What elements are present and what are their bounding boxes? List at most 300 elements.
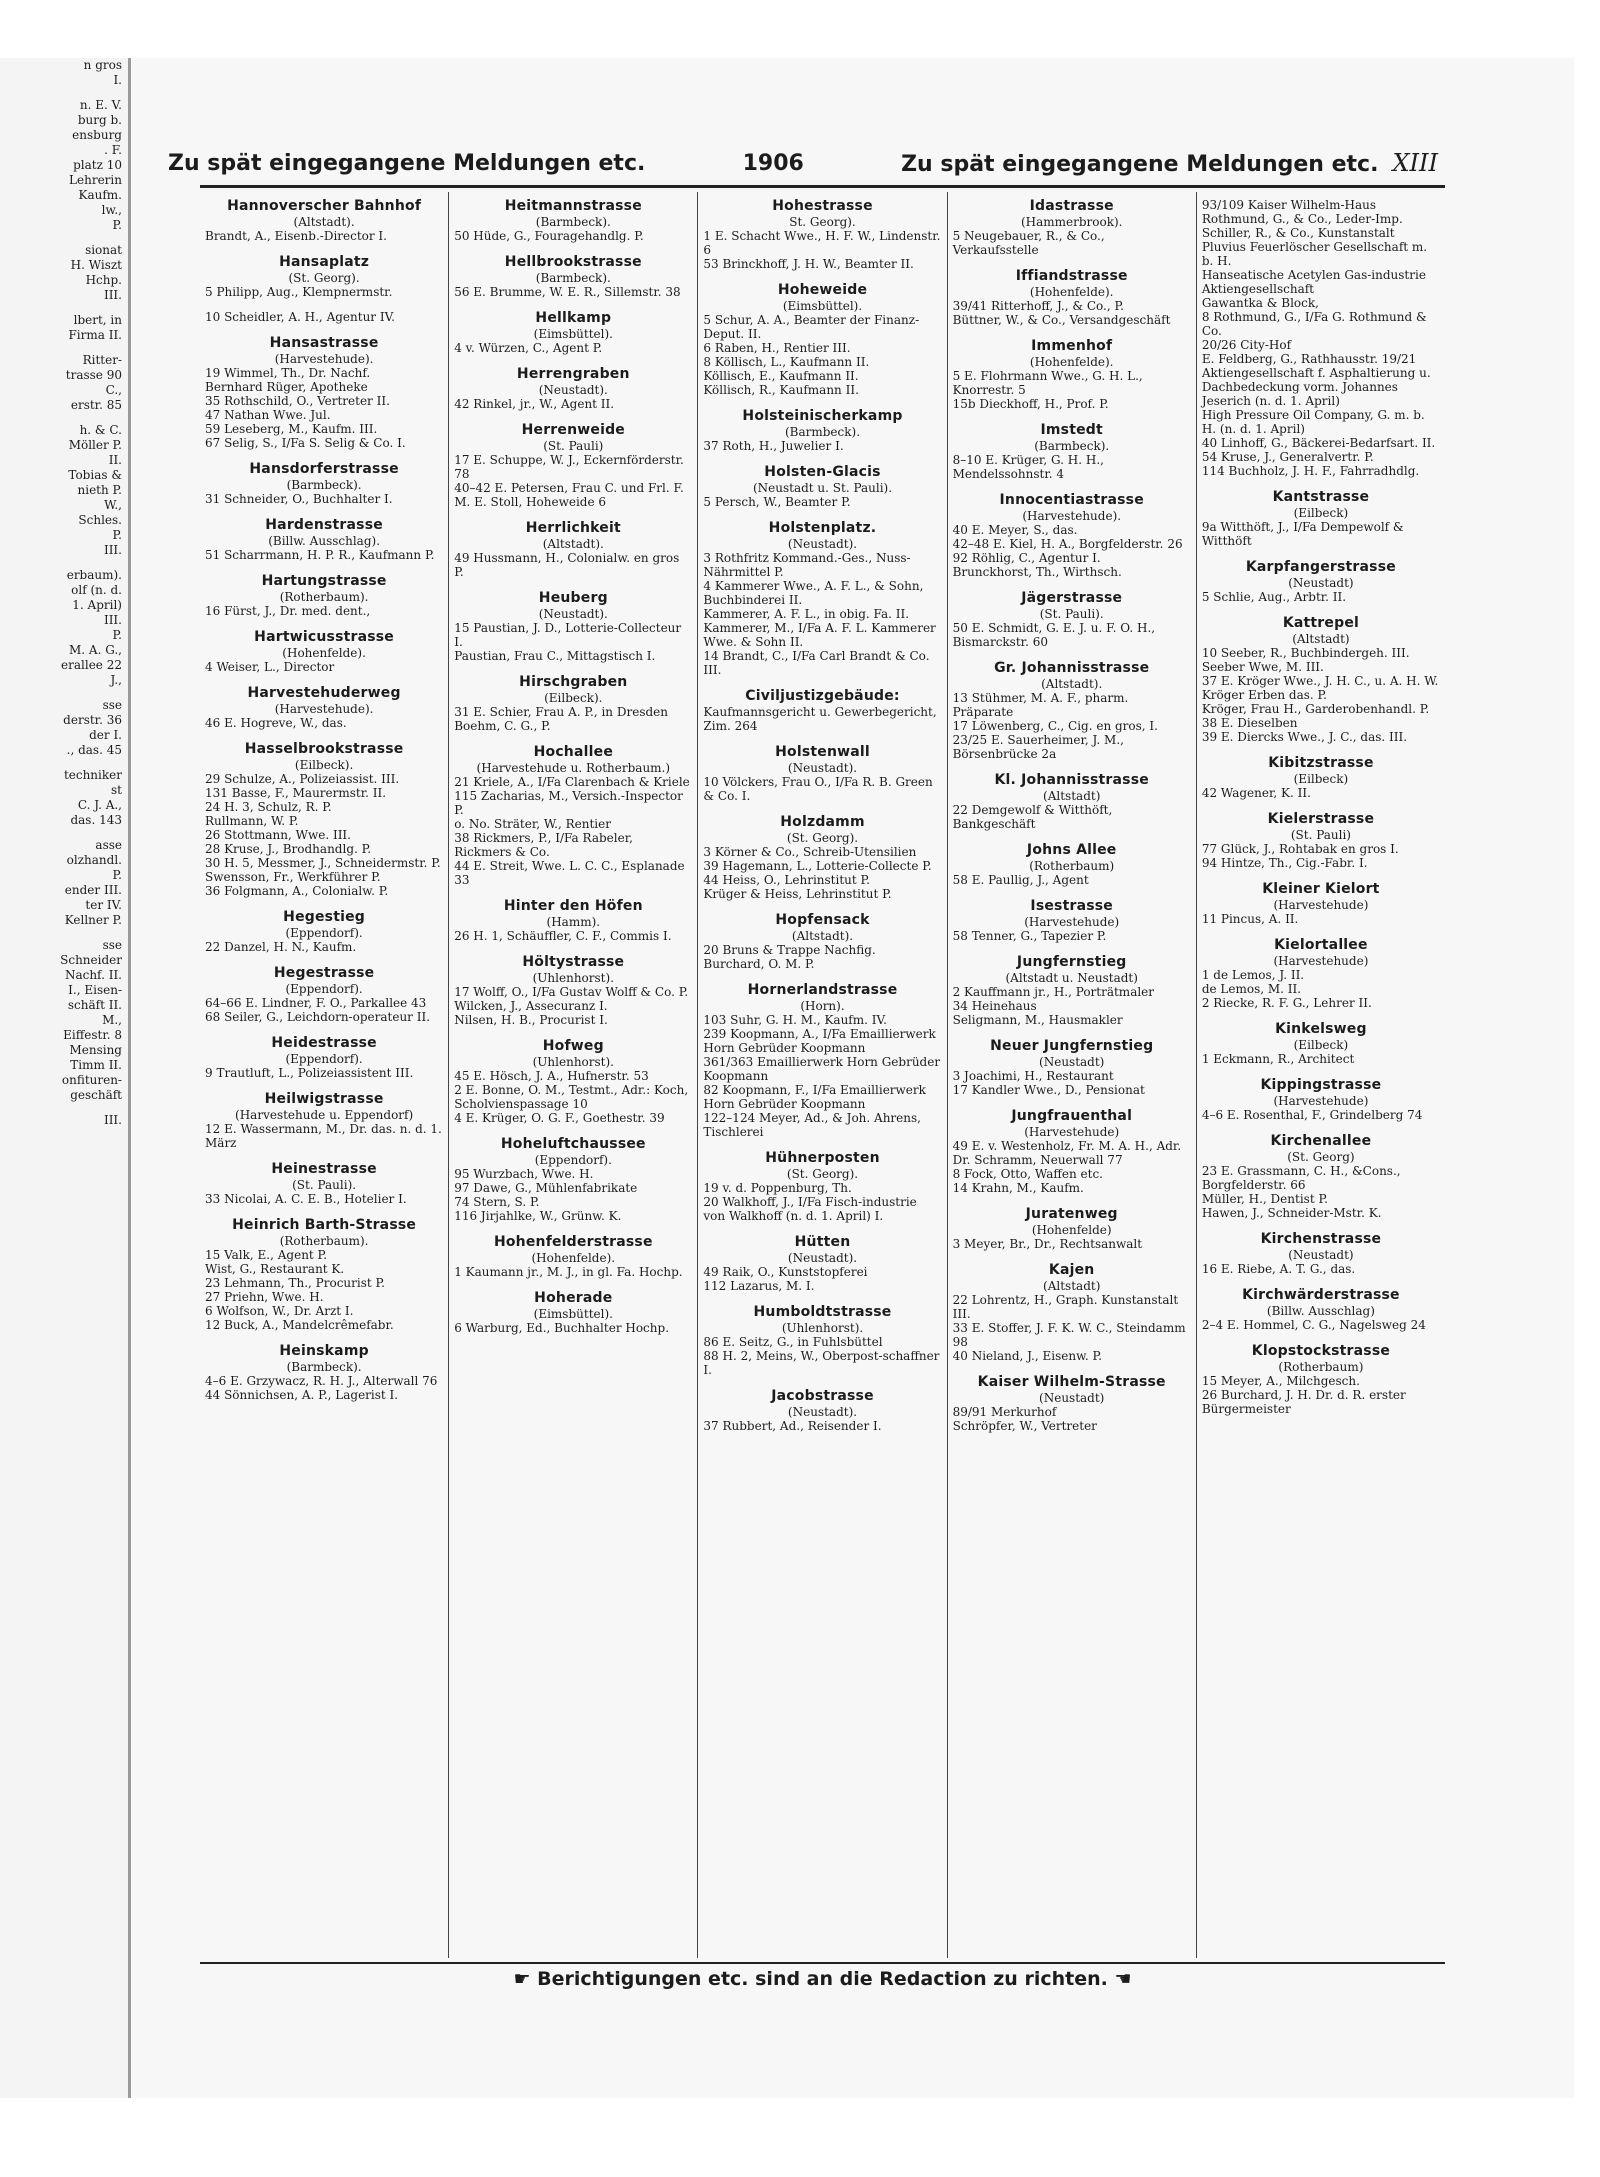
street-district: (Harvestehude)	[1024, 915, 1120, 929]
street-block	[205, 310, 443, 324]
prev-page-fragment: olf (n. d.	[71, 583, 122, 597]
street-block	[454, 590, 692, 663]
street-block	[953, 198, 1191, 257]
resident-entry: 12 Buck, A., Mandelcrêmefabr.	[205, 1318, 394, 1332]
strip-gap	[0, 688, 128, 698]
resident-entry: 40 Linhoff, G., Bäckerei-Bedarfsart. II.	[1201, 436, 1436, 450]
street-block	[703, 912, 941, 971]
street-name: Hegestieg	[283, 909, 366, 925]
resident-entry: 122–124 Meyer, Ad., & Joh. Ahrens, Tischlerei	[703, 1111, 921, 1139]
street-district: (Horn).	[800, 999, 845, 1013]
resident-entry: 20 Bruns & Trappe Nachfig.	[703, 943, 876, 957]
prev-page-fragment: ., das. 45	[66, 743, 122, 757]
street-name: Hegestrasse	[273, 965, 375, 981]
resident-entry: Krüger & Heiss, Lehrinstitut P.	[703, 887, 892, 901]
directory-column	[449, 192, 698, 1958]
resident-entry: 37 E. Kröger Wwe., J. H. C., u. A. H. W. Kröger Erben das. P.	[1201, 674, 1439, 702]
resident-entry: 4 E. Krüger, O. G. F., Goethestr. 39	[454, 1111, 665, 1125]
street-district: (Uhlenhorst).	[781, 1321, 864, 1335]
prev-page-fragment: Schles.	[78, 513, 122, 527]
street-block	[454, 310, 692, 355]
resident-entry: Brunckhorst, Th., Wirthsch.	[952, 565, 1122, 579]
prev-page-fragment: M.,	[102, 1013, 122, 1027]
street-district: (Rotherbaum)	[1029, 859, 1115, 873]
resident-entry: Schröpfer, W., Vertreter	[952, 1419, 1097, 1433]
resident-entry: Rothmund, G., & Co., Leder-Imp.	[1201, 212, 1403, 226]
resident-entry: 58 Tenner, G., Tapezier P.	[952, 929, 1107, 943]
street-name: Jungfrauenthal	[1011, 1108, 1133, 1124]
street-block	[1202, 1133, 1440, 1220]
resident-entry: Seeber Wwe, M. III.	[1201, 660, 1324, 674]
street-name: Humboldtstrasse	[753, 1304, 892, 1320]
prev-page-fragment: Lehrerin	[69, 173, 122, 187]
prev-page-fragment: lw.,	[101, 203, 122, 217]
resident-entry: 22 Lohrentz, H., Graph. Kunstanstalt III.	[952, 1293, 1179, 1321]
street-name: Kirchenallee	[1270, 1133, 1372, 1149]
street-name: Kaiser Wilhelm-Strasse	[977, 1374, 1166, 1390]
resident-entry: 67 Selig, S., I/Fa S. Selig & Co. I.	[205, 436, 406, 450]
resident-entry: 74 Stern, S. P.	[454, 1195, 540, 1209]
resident-entry: 15 Meyer, A., Milchgesch.	[1201, 1374, 1360, 1388]
street-block	[953, 492, 1191, 579]
resident-entry: 112 Lazarus, M. I.	[703, 1279, 815, 1293]
resident-entry: 21 Kriele, A., I/Fa Clarenbach & Kriele	[454, 775, 690, 789]
resident-entry: 4 Kammerer Wwe., A. F. L., & Sohn, Buchbinderei II.	[703, 579, 924, 607]
street-district: (St. Georg).	[288, 271, 360, 285]
street-name: Hellbrookstrasse	[504, 254, 642, 270]
prev-page-fragment: onfituren-	[61, 1073, 122, 1087]
resident-entry: 5 Persch, W., Beamter P.	[703, 495, 851, 509]
street-district: (Hohenfelde).	[531, 1251, 616, 1265]
street-block	[703, 1234, 941, 1293]
resident-entry: 361/363 Emaillierwerk Horn Gebrüder Koopmann	[703, 1055, 941, 1083]
resident-entry: Kammerer, M., I/Fa A. F. L. Kammerer Wwe. & Sohn II.	[703, 621, 936, 649]
street-district: (Eilbeck).	[544, 691, 603, 705]
prev-page-fragment: trasse 90	[65, 368, 122, 382]
resident-entry: 44 Heiss, O., Lehrinstitut P.	[703, 873, 870, 887]
resident-entry: 92 Röhlig, C., Agentur I.	[952, 551, 1101, 565]
street-district: (Barmbeck).	[1034, 439, 1110, 453]
resident-entry: 42 Rinkel, jr., W., Agent II.	[454, 397, 615, 411]
resident-entry: 86 E. Seitz, G., in Fuhlsbüttel	[703, 1335, 883, 1349]
street-name: Innocentiastrasse	[999, 492, 1144, 508]
resident-entry: 77 Glück, J., Rohtabak en gros I.	[1201, 842, 1399, 856]
street-name: Neuer Jungfernstieg	[990, 1038, 1154, 1054]
pointing-hand-right-icon: ☚	[1107, 1968, 1132, 1990]
resident-entry: 1 Eckmann, R., Architect	[1201, 1052, 1355, 1066]
resident-entry: 97 Dawe, G., Mühlenfabrikate	[454, 1181, 638, 1195]
resident-entry: E. Feldberg, G., Rathhausstr. 19/21	[1201, 352, 1417, 366]
street-name: Jacobstrasse	[771, 1388, 874, 1404]
resident-entry: 39/41 Ritterhoff, J., & Co., P.	[952, 299, 1124, 313]
resident-entry: Kröger, Frau H., Garderobenhandl. P.	[1201, 702, 1430, 716]
street-name: Hornerlandstrasse	[747, 982, 898, 998]
prev-page-fragment: schäft II.	[67, 998, 122, 1012]
street-block	[1202, 1077, 1440, 1122]
resident-entry: Bernhard Rüger, Apotheke	[205, 380, 368, 394]
resident-entry: 26 Stottmann, Wwe. III.	[205, 828, 351, 842]
prev-page-fragment: Kaufm.	[78, 188, 122, 202]
street-block	[1202, 937, 1440, 1010]
prev-page-fragment: H. Wiszt	[70, 258, 122, 272]
resident-entry: 239 Koopmann, A., I/Fa Emaillierwerk Horn Gebrüder Koopmann	[703, 1027, 936, 1055]
prev-page-fragment: n gros	[83, 58, 122, 72]
resident-entry: Kaufmannsgericht u. Gewerbegericht, Zim. 264	[703, 705, 937, 733]
resident-entry: 15b Dieckhoff, H., Prof. P.	[952, 397, 1109, 411]
street-name: Holsteinischerkamp	[742, 408, 903, 424]
resident-entry: 23 E. Grassmann, C. H., &Cons., Borgfelderstr. 66	[1201, 1164, 1401, 1192]
strip-gap	[0, 413, 128, 423]
street-district: (Hammerbrook).	[1020, 215, 1123, 229]
street-district: (Harvestehude).	[274, 702, 374, 716]
street-district: (Hohenfelde).	[1029, 355, 1114, 369]
prev-page-fragment: P.	[112, 868, 122, 882]
resident-entry: Aktiengesellschaft f. Asphaltierung u. Dachbedeckung vorm. Johannes Jeserich (n. d. 1. April)	[1201, 366, 1431, 408]
prev-page-fragment: derstr. 36	[63, 713, 122, 727]
strip-gap	[0, 758, 128, 768]
street-name: Hoheluftchaussee	[500, 1136, 646, 1152]
street-block	[454, 674, 692, 733]
street-name: Isestrasse	[1030, 898, 1113, 914]
resident-entry: Burchard, O. M. P.	[703, 957, 815, 971]
strip-gap	[0, 1103, 128, 1113]
resident-entry: Wilcken, J., Assecuranz I.	[454, 999, 608, 1013]
street-block	[205, 1035, 443, 1080]
street-block	[703, 464, 941, 509]
resident-entry: Köllisch, R., Kaufmann II.	[703, 383, 859, 397]
resident-entry: 17 E. Schuppe, W. J., Eckernförderstr. 78	[454, 453, 684, 481]
street-block	[703, 408, 941, 453]
resident-entry: 23/25 E. Sauerheimer, J. M., Börsenbrücke 2a	[952, 733, 1124, 761]
resident-entry: 8 Rothmund, G., I/Fa G. Rothmund & Co.	[1201, 310, 1427, 338]
resident-entry: 53 Brinckhoff, J. H. W., Beamter II.	[703, 257, 914, 271]
street-block	[454, 1234, 692, 1279]
street-block	[1202, 1287, 1440, 1332]
street-name: Hohenfelderstrasse	[493, 1234, 653, 1250]
resident-entry: 115 Zacharias, M., Versich.-Inspector P.	[454, 789, 683, 817]
resident-entry: Kammerer, A. F. L., in obig. Fa. II.	[703, 607, 910, 621]
street-name: Herrengraben	[516, 366, 630, 382]
street-name: Hartwicusstrasse	[254, 629, 395, 645]
street-name: Heilwigstrasse	[264, 1091, 384, 1107]
page-header	[168, 145, 1438, 181]
resident-entry: 54 Kruse, J., Generalvertr. P.	[1201, 450, 1374, 464]
street-block	[1202, 615, 1440, 744]
street-name: Hütten	[794, 1234, 851, 1250]
directory-columns	[200, 192, 1445, 1958]
street-district: (Neustadt).	[787, 1405, 858, 1419]
street-district: (Neustadt)	[1039, 1391, 1105, 1405]
street-district: (Rotherbaum)	[1278, 1360, 1364, 1374]
street-name: Hannoverscher Bahnhof	[227, 198, 422, 214]
prev-page-fragment: 1. April)	[72, 598, 122, 612]
resident-entry: 15 Valk, E., Agent P.	[205, 1248, 328, 1262]
strip-gap	[0, 303, 128, 313]
street-district: (Uhlenhorst).	[532, 1055, 614, 1069]
resident-entry: Wist, G., Restaurant K.	[205, 1262, 345, 1276]
street-name: Hansaplatz	[279, 254, 370, 270]
street-district: (Harvestehude u. Rotherbaum.)	[476, 761, 671, 775]
prev-page-fragment: II.	[108, 453, 122, 467]
prev-page-fragment: erstr. 85	[70, 398, 122, 412]
street-name: Herrenweide	[521, 422, 626, 438]
street-district: (Eimsbüttel).	[533, 1307, 613, 1321]
resident-entry: Müller, H., Dentist P.	[1201, 1192, 1328, 1206]
resident-entry: 5 E. Flohrmann Wwe., G. H. L., Knorrestr. 5	[952, 369, 1143, 397]
resident-entry: 37 Rubbert, Ad., Reisender I.	[703, 1419, 882, 1433]
prev-page-fragment: . F.	[104, 143, 122, 157]
prev-page-fragment: P.	[112, 628, 122, 642]
header-rule	[200, 185, 1445, 188]
resident-entry: 40 E. Meyer, S., das.	[952, 523, 1078, 537]
resident-entry: Boehm, C. G., P.	[454, 719, 551, 733]
street-block	[953, 422, 1191, 481]
prev-page-fragment: III.	[103, 1113, 122, 1127]
resident-entry: Büttner, W., & Co., Versandgeschäft	[952, 313, 1171, 327]
street-block	[1202, 755, 1440, 800]
street-name: Kinkelsweg	[1275, 1021, 1367, 1037]
street-name: Heinrich Barth-Strasse	[232, 1217, 417, 1233]
street-name: Juratenweg	[1025, 1206, 1118, 1222]
street-district: (Harvestehude).	[1022, 509, 1122, 523]
prev-page-fragment: Ritter-	[82, 353, 122, 367]
pointing-hand-left-icon: ☛	[513, 1968, 538, 1990]
street-district: (St. Pauli)	[1290, 828, 1351, 842]
resident-entry: Nilsen, H. B., Procurist I.	[454, 1013, 608, 1027]
street-block	[454, 254, 692, 299]
prev-page-fragment: Möller P.	[68, 438, 122, 452]
street-name: Hinter den Höfen	[503, 898, 643, 914]
street-name: Holsten-Glacis	[764, 464, 881, 480]
street-block	[205, 461, 443, 506]
resident-entry: 89/91 Merkurhof	[952, 1405, 1057, 1419]
resident-entry: 44 Sönnichsen, A. P., Lagerist I.	[205, 1388, 399, 1402]
street-district: (Altstadt u. Neustadt)	[1005, 971, 1138, 985]
resident-entry: 15 Paustian, J. D., Lotterie-Collecteur I.	[454, 621, 682, 649]
street-name: Hochallee	[533, 744, 614, 760]
prev-page-fragment: st	[111, 783, 122, 797]
previous-page-strip	[0, 58, 131, 2098]
resident-entry: 4–6 E. Rosenthal, F., Grindelberg 74	[1201, 1108, 1423, 1122]
resident-entry: de Lemos, M. II.	[1201, 982, 1302, 996]
resident-entry: 42–48 E. Kiel, H. A., Borgfelderstr. 26	[952, 537, 1183, 551]
street-block	[205, 1161, 443, 1206]
resident-entry: Pluvius Feuerlöscher Gesellschaft m. b. H.	[1201, 240, 1428, 268]
street-block	[205, 685, 443, 730]
street-district: (Billw. Ausschlag).	[268, 534, 381, 548]
street-district: (St. Pauli).	[292, 1178, 357, 1192]
street-block	[454, 366, 692, 411]
street-block	[953, 954, 1191, 1027]
resident-entry: 5 Philipp, Aug., Klempnermstr.	[205, 285, 393, 299]
street-district: (Harvestehude u. Eppendorf)	[235, 1108, 414, 1122]
street-block	[953, 772, 1191, 831]
street-district: (Altstadt)	[1043, 1279, 1101, 1293]
resident-entry: Brandt, A., Eisenb.-Director I.	[205, 229, 387, 243]
resident-entry: 22 Demgewolf & Witthöft, Bankgeschäft	[952, 803, 1113, 831]
resident-entry: 5 Schlie, Aug., Arbtr. II.	[1201, 590, 1347, 604]
resident-entry: 40–42 E. Petersen, Frau C. und Frl. F. M. E. Stoll, Hoheweide 6	[454, 481, 684, 509]
street-district: (St. Pauli).	[1039, 607, 1104, 621]
resident-entry: 59 Leseberg, M., Kaufm. III.	[205, 422, 378, 436]
resident-entry: 47 Nathan Wwe. Jul.	[205, 408, 331, 422]
street-block	[953, 842, 1191, 887]
street-district: (Hamm).	[546, 915, 601, 929]
resident-entry: 4–6 E. Grzywacz, R. H. J., Alterwall 76	[205, 1374, 438, 1388]
resident-entry: 3 Joachimi, H., Restaurant	[952, 1069, 1114, 1083]
prev-page-fragment: M. A. G.,	[69, 643, 122, 657]
street-name: Kajen	[1048, 1262, 1095, 1278]
prev-page-fragment: geschäft	[70, 1088, 122, 1102]
street-district: (St. Pauli)	[543, 439, 604, 453]
prev-page-fragment: Timm II.	[70, 1058, 122, 1072]
street-district: (St. Georg).	[786, 831, 859, 845]
street-district: (Altstadt).	[1041, 677, 1103, 691]
resident-entry: 38 E. Dieselben	[1201, 716, 1298, 730]
street-name: Höltystrasse	[522, 954, 625, 970]
resident-entry: 39 Hagemann, L., Lotterie-Collecte P.	[703, 859, 932, 873]
street-district: (Altstadt).	[542, 537, 604, 551]
street-block	[454, 422, 692, 509]
street-name: Kirchenstrasse	[1260, 1231, 1382, 1247]
street-district: (Rotherbaum).	[279, 1234, 369, 1248]
prev-page-fragment: n. E. V.	[79, 98, 122, 112]
street-block	[953, 338, 1191, 411]
resident-entry: 2 Kauffmann jr., H., Porträtmaler	[952, 985, 1155, 999]
resident-entry: 68 Seiler, G., Leichdorn-operateur II.	[205, 1010, 431, 1024]
resident-entry: 58 E. Paullig, J., Agent	[952, 873, 1089, 887]
prev-page-fragment: I., Eisen-	[68, 983, 122, 997]
street-name: Hoheweide	[777, 282, 868, 298]
street-district: (Barmbeck).	[286, 478, 362, 492]
street-name: Hansastrasse	[269, 335, 379, 351]
prev-page-fragment: techniker	[63, 768, 122, 782]
street-name: Karpfangerstrasse	[1245, 559, 1396, 575]
resident-entry: 49 E. v. Westenholz, Fr. M. A. H., Adr. Dr. Schramm, Neuerwall 77	[952, 1139, 1182, 1167]
street-block	[205, 1343, 443, 1402]
street-name: Immenhof	[1031, 338, 1113, 354]
resident-entry: 3 Körner & Co., Schreib-Utensilien	[703, 845, 917, 859]
resident-entry: 94 Hintze, Th., Cig.-Fabr. I.	[1201, 856, 1368, 870]
street-district: (Neustadt).	[538, 383, 608, 397]
street-block	[205, 1217, 443, 1332]
strip-gap	[0, 928, 128, 938]
prev-page-fragment: platz 10	[73, 158, 122, 172]
resident-entry: 50 Hüde, G., Fouragehandlg. P.	[454, 229, 644, 243]
strip-gap	[0, 233, 128, 243]
resident-entry: 14 Krahn, M., Kaufm.	[952, 1181, 1084, 1195]
street-block	[205, 909, 443, 954]
resident-entry: Swensson, Fr., Werkführer P.	[205, 870, 381, 884]
street-district: (Neustadt u. St. Pauli).	[752, 481, 893, 495]
resident-entry: Hanseatische Acetylen Gas-industrie Aktiengesellschaft	[1201, 268, 1426, 296]
prev-page-fragment: I.	[113, 73, 122, 87]
resident-entry: 33 Nicolai, A. C. E. B., Hotelier I.	[205, 1192, 407, 1206]
street-name: Kattrepel	[1282, 615, 1360, 631]
street-block	[953, 898, 1191, 943]
street-district: (Eppendorf).	[534, 1153, 612, 1167]
resident-entry: 93/109 Kaiser Wilhelm-Haus	[1201, 198, 1377, 212]
street-block	[205, 965, 443, 1024]
resident-entry: 26 H. 1, Schäuffler, C. F., Commis I.	[454, 929, 672, 943]
street-block	[953, 660, 1191, 761]
street-name: Hühnerposten	[765, 1150, 880, 1166]
street-name: Hartungstrasse	[261, 573, 387, 589]
resident-entry: 14 Brandt, C., I/Fa Carl Brandt & Co. III.	[703, 649, 930, 677]
prev-page-fragment: ter IV.	[85, 898, 122, 912]
street-district: (Barmbeck).	[535, 271, 611, 285]
resident-entry: 36 Folgmann, A., Colonialw. P.	[205, 884, 389, 898]
resident-entry: 33 E. Stoffer, J. F. K. W. C., Steindamm 98	[952, 1321, 1186, 1349]
prev-page-fragment: nieth P.	[77, 483, 122, 497]
resident-entry: 103 Suhr, G. H. M., Kaufm. IV.	[703, 1013, 887, 1027]
street-name: Hopfensack	[775, 912, 870, 928]
street-name: Kl. Johannisstrasse	[994, 772, 1149, 788]
strip-gap	[0, 828, 128, 838]
prev-page-fragment: erbaum).	[66, 568, 122, 582]
prev-page-fragment: ender III.	[64, 883, 122, 897]
street-district: (Barmbeck).	[784, 425, 861, 439]
resident-entry: 44 E. Streit, Wwe. L. C. C., Esplanade 33	[454, 859, 685, 887]
street-block	[703, 1388, 941, 1433]
street-block	[1202, 1021, 1440, 1066]
resident-entry: 29 Schulze, A., Polizeiassist. III.	[205, 772, 400, 786]
resident-entry: 3 Rothfritz Kommand.-Ges., Nuss-Nährmittel P.	[703, 551, 911, 579]
resident-entry: 4 Weiser, L., Director	[205, 660, 335, 674]
resident-entry: 38 Rickmers, P., I/Fa Rabeler, Rickmers & Co.	[454, 831, 633, 859]
resident-entry: 31 E. Schier, Frau A. P., in Dresden	[454, 705, 668, 719]
street-district: (Hohenfelde).	[282, 646, 366, 660]
street-block	[1202, 811, 1440, 870]
resident-entry: 82 Koopmann, F., I/Fa Emaillierwerk Horn Gebrüder Koopmann	[703, 1083, 926, 1111]
resident-entry: 42 Wagener, K. II.	[1201, 786, 1311, 800]
resident-entry: 10 Scheidler, A. H., Agentur IV.	[205, 310, 395, 324]
resident-entry: Köllisch, E., Kaufmann II.	[703, 369, 859, 383]
street-name: Heidestrasse	[271, 1035, 377, 1051]
directory-column	[698, 192, 947, 1958]
prev-page-fragment: III.	[103, 543, 122, 557]
street-name: Herrlichkeit	[525, 520, 621, 536]
directory-column	[948, 192, 1197, 1958]
resident-entry: 37 Roth, H., Juwelier I.	[703, 439, 844, 453]
street-district: (Altstadt)	[1292, 632, 1350, 646]
resident-entry: 56 E. Brumme, W. E. R., Sillemstr. 38	[454, 285, 681, 299]
street-block	[205, 254, 443, 299]
street-name: Hirschgraben	[519, 674, 628, 690]
resident-entry: 114 Buchholz, J. H. F., Fahrradhdlg.	[1201, 464, 1420, 478]
strip-gap	[0, 88, 128, 98]
prev-page-fragment: Nachf. II.	[64, 968, 122, 982]
street-block	[953, 1206, 1191, 1251]
street-name: Kleiner Kielort	[1262, 881, 1380, 897]
prev-page-fragment: W.,	[104, 498, 122, 512]
street-name: Hoherade	[534, 1290, 613, 1306]
prev-page-fragment: Mensing	[69, 1043, 122, 1057]
prev-page-fragment: Kellner P.	[64, 913, 122, 927]
strip-gap	[0, 558, 128, 568]
resident-entry: 64–66 E. Lindner, F. O., Parkallee 43	[205, 996, 427, 1010]
street-block	[953, 590, 1191, 649]
street-block	[454, 744, 692, 887]
resident-entry: 8–10 E. Krüger, G. H. H., Mendelssohnstr. 4	[952, 453, 1104, 481]
resident-entry: 6 Raben, H., Rentier III.	[703, 341, 851, 355]
street-block	[703, 982, 941, 1139]
street-name: Holstenplatz.	[768, 520, 877, 536]
resident-entry: 95 Wurzbach, Wwe. H.	[454, 1167, 594, 1181]
resident-entry: 116 Jirjahlke, W., Grünw. K.	[454, 1209, 622, 1223]
street-district: (Eilbeck).	[294, 758, 354, 772]
street-block	[205, 573, 443, 618]
